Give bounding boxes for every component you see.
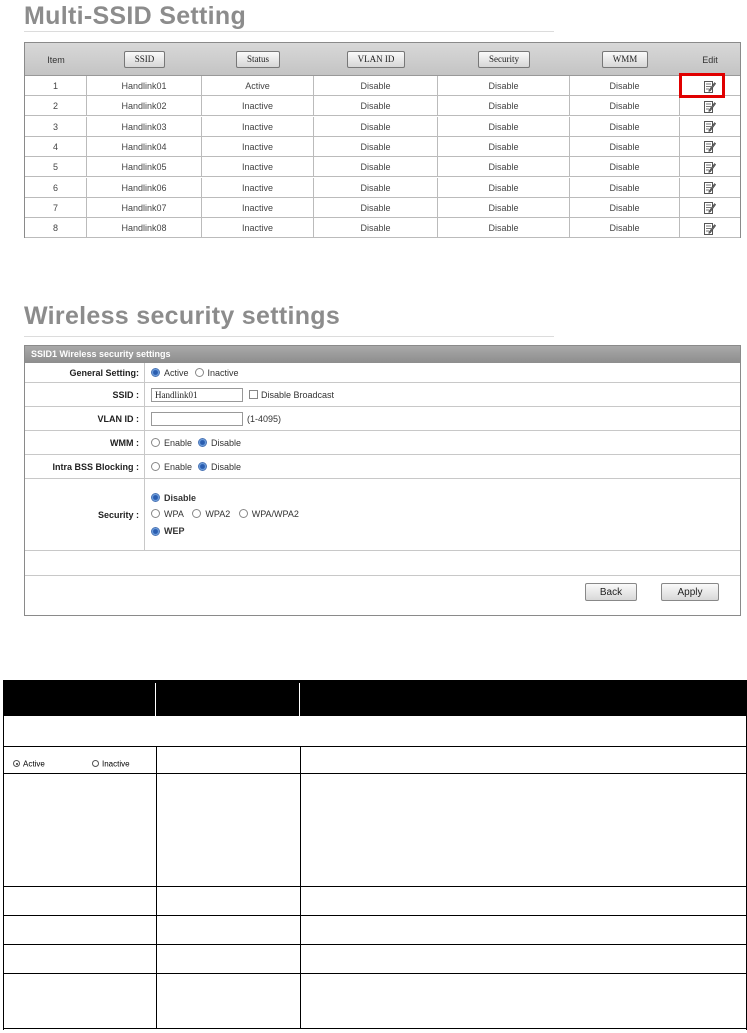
cell-status: Inactive	[202, 96, 314, 116]
edit-cell	[680, 218, 740, 238]
vlan-id-value	[151, 407, 281, 430]
cell-security: Disable	[438, 218, 570, 238]
button-bar	[25, 576, 740, 615]
edit-cell	[680, 178, 740, 198]
cell-status: Active	[202, 76, 314, 96]
security-row	[25, 479, 740, 551]
general-inactive-option[interactable]: Inactive	[195, 368, 239, 378]
edit-cell	[680, 117, 740, 137]
cell-security: Disable	[438, 198, 570, 218]
cell-vlan: Disable	[314, 76, 438, 96]
security-wpa2-option[interactable]: WPA2	[192, 506, 230, 522]
ssid-row	[25, 383, 740, 407]
table-row	[25, 117, 740, 137]
cell-item: 1	[25, 76, 87, 96]
status-sort-button[interactable]: Status	[236, 51, 280, 68]
radio-icon	[239, 509, 248, 518]
cell-ssid: Handlink07	[87, 198, 202, 218]
wireless-security-title: Wireless security settings	[24, 302, 341, 330]
edit-icon[interactable]	[704, 161, 716, 174]
table-row	[25, 218, 740, 238]
security-options	[151, 479, 305, 550]
table-row	[25, 178, 740, 198]
intra-bss-enable-option[interactable]: Enable	[151, 462, 192, 472]
cell-item: 4	[25, 137, 87, 157]
radio-icon	[151, 509, 160, 518]
radio-icon	[195, 368, 204, 377]
radio-selected-icon	[13, 760, 20, 767]
cell-security: Disable	[438, 96, 570, 116]
legend-active: Active	[13, 755, 45, 773]
ssid-sort-button-cell	[87, 43, 202, 76]
intra-bss-label: Intra BSS Blocking :	[25, 455, 145, 478]
cell-security: Disable	[438, 117, 570, 137]
security-sort-button-cell	[438, 43, 570, 76]
radio-selected-icon	[151, 527, 160, 536]
intra-bss-row	[25, 455, 740, 479]
intra-bss-options	[151, 455, 247, 478]
cell-item: 7	[25, 198, 87, 218]
cell-security: Disable	[438, 76, 570, 96]
item-header: Item	[47, 54, 65, 65]
security-wep-option[interactable]: WEP	[151, 523, 185, 539]
ssid-value	[151, 383, 334, 406]
cell-item: 3	[25, 117, 87, 137]
desc-section-row	[4, 716, 747, 747]
apply-button[interactable]: Apply	[661, 583, 719, 601]
radio-icon	[92, 760, 99, 767]
desc-cell	[156, 887, 157, 915]
cell-wmm: Disable	[570, 178, 680, 198]
intra-bss-disable-option[interactable]: Disable	[198, 462, 241, 472]
desc-row	[4, 887, 747, 916]
table-row	[25, 198, 740, 218]
header-divider	[155, 683, 156, 716]
security-wpa-option[interactable]: WPA	[151, 506, 184, 522]
cell-ssid: Handlink02	[87, 96, 202, 116]
vlan-id-hint: (1-4095)	[247, 413, 282, 424]
table-row	[25, 157, 740, 177]
radio-selected-icon	[198, 462, 207, 471]
cell-item: 5	[25, 157, 87, 177]
cell-status: Inactive	[202, 198, 314, 218]
general-setting-options	[151, 363, 245, 382]
desc-cell	[156, 945, 157, 973]
desc-cell	[300, 916, 301, 944]
edit-cell	[680, 198, 740, 218]
cell-wmm: Disable	[570, 157, 680, 177]
ssid-sort-button[interactable]: SSID	[124, 51, 166, 68]
cell-vlan: Disable	[314, 218, 438, 238]
cell-security: Disable	[438, 157, 570, 177]
cell-status: Inactive	[202, 218, 314, 238]
security-disable-option[interactable]: Disable	[151, 490, 196, 506]
radio-selected-icon	[151, 493, 160, 502]
edit-icon[interactable]	[704, 100, 716, 113]
desc-cell	[300, 887, 301, 915]
edit-header: Edit	[702, 54, 718, 65]
spacer-row	[25, 551, 740, 576]
cell-vlan: Disable	[314, 178, 438, 198]
wmm-sort-button[interactable]: WMM	[602, 51, 649, 68]
edit-cell	[680, 76, 740, 96]
security-sort-button[interactable]: Security	[478, 51, 530, 68]
edit-cell	[680, 137, 740, 157]
wmm-sort-button-cell	[570, 43, 680, 76]
vlan-id-input[interactable]	[151, 412, 243, 426]
cell-vlan: Disable	[314, 198, 438, 218]
cell-status: Inactive	[202, 157, 314, 177]
desc-cell	[300, 974, 301, 1028]
radio-icon	[192, 509, 201, 518]
cell-ssid: Handlink08	[87, 218, 202, 238]
desc-cell	[156, 747, 157, 773]
vlan-sort-button[interactable]: VLAN ID	[347, 51, 406, 68]
radio-selected-icon	[151, 368, 160, 377]
desc-cell	[156, 916, 157, 944]
ssid-table	[24, 42, 741, 238]
cell-ssid: Handlink03	[87, 117, 202, 137]
description-table-body	[3, 716, 747, 1030]
cell-wmm: Disable	[570, 117, 680, 137]
description-table	[3, 680, 747, 1030]
cell-ssid: Handlink01	[87, 76, 202, 96]
header-divider	[299, 683, 300, 716]
wmm-row	[25, 431, 740, 455]
edit-icon[interactable]	[704, 181, 716, 194]
cell-vlan: Disable	[314, 157, 438, 177]
wmm-disable-option[interactable]: Disable	[198, 438, 241, 448]
cell-wmm: Disable	[570, 96, 680, 116]
cell-vlan: Disable	[314, 137, 438, 157]
title-divider	[24, 336, 554, 337]
cell-ssid: Handlink04	[87, 137, 202, 157]
desc-cell	[300, 747, 301, 773]
cell-security: Disable	[438, 178, 570, 198]
cell-item: 2	[25, 96, 87, 116]
cell-status: Inactive	[202, 137, 314, 157]
desc-cell	[156, 774, 157, 886]
edit-icon[interactable]	[704, 201, 716, 214]
cell-wmm: Disable	[570, 218, 680, 238]
edit-icon[interactable]	[704, 80, 716, 93]
edit-icon[interactable]	[704, 140, 716, 153]
table-row	[25, 76, 740, 96]
cell-ssid: Handlink05	[87, 157, 202, 177]
cell-item: 8	[25, 218, 87, 238]
edit-icon[interactable]	[704, 222, 716, 235]
edit-cell	[680, 157, 740, 177]
status-sort-button-cell	[202, 43, 314, 76]
desc-row	[4, 974, 747, 1029]
radio-icon	[151, 438, 160, 447]
radio-icon	[151, 462, 160, 471]
cell-wmm: Disable	[570, 76, 680, 96]
vlan-sort-button-cell	[314, 43, 438, 76]
cell-vlan: Disable	[314, 117, 438, 137]
ssid-table-header	[25, 43, 740, 76]
cell-status: Inactive	[202, 178, 314, 198]
disable-broadcast-checkbox[interactable]	[249, 390, 258, 399]
security-wpa-wpa2-option[interactable]: WPA/WPA2	[239, 506, 299, 522]
desc-row	[4, 747, 747, 774]
cell-item: 6	[25, 178, 87, 198]
description-table-header	[3, 680, 747, 716]
cell-wmm: Disable	[570, 198, 680, 218]
edit-icon[interactable]	[704, 120, 716, 133]
disable-broadcast-label: Disable Broadcast	[261, 389, 335, 400]
ssid-input[interactable]: Handlink01	[151, 388, 243, 402]
desc-row	[4, 774, 747, 887]
radio-selected-icon	[198, 438, 207, 447]
back-button[interactable]: Back	[585, 583, 637, 601]
cell-security: Disable	[438, 137, 570, 157]
general-active-option[interactable]: Active	[151, 368, 189, 378]
title-divider	[24, 31, 554, 32]
multi-ssid-title: Multi-SSID Setting	[24, 2, 247, 30]
security-label: Security :	[25, 479, 145, 550]
panel-header: SSID1 Wireless security settings	[25, 346, 740, 363]
cell-wmm: Disable	[570, 137, 680, 157]
table-row	[25, 96, 740, 116]
table-row	[25, 137, 740, 157]
edit-cell	[680, 96, 740, 116]
desc-cell	[300, 774, 301, 886]
vlan-id-row	[25, 407, 740, 431]
desc-cell	[300, 945, 301, 973]
desc-cell	[156, 974, 157, 1028]
cell-status: Inactive	[202, 117, 314, 137]
cell-ssid: Handlink06	[87, 178, 202, 198]
desc-row	[4, 916, 747, 945]
wmm-enable-option[interactable]: Enable	[151, 438, 192, 448]
general-setting-row	[25, 363, 740, 383]
vlan-id-label: VLAN ID :	[25, 407, 145, 430]
general-setting-label: General Setting:	[25, 363, 145, 382]
ssid-label: SSID :	[25, 383, 145, 406]
wmm-options	[151, 431, 247, 454]
cell-vlan: Disable	[314, 96, 438, 116]
wireless-security-panel	[24, 345, 741, 616]
desc-row	[4, 945, 747, 974]
legend-inactive: Inactive	[92, 755, 130, 773]
wmm-label: WMM :	[25, 431, 145, 454]
